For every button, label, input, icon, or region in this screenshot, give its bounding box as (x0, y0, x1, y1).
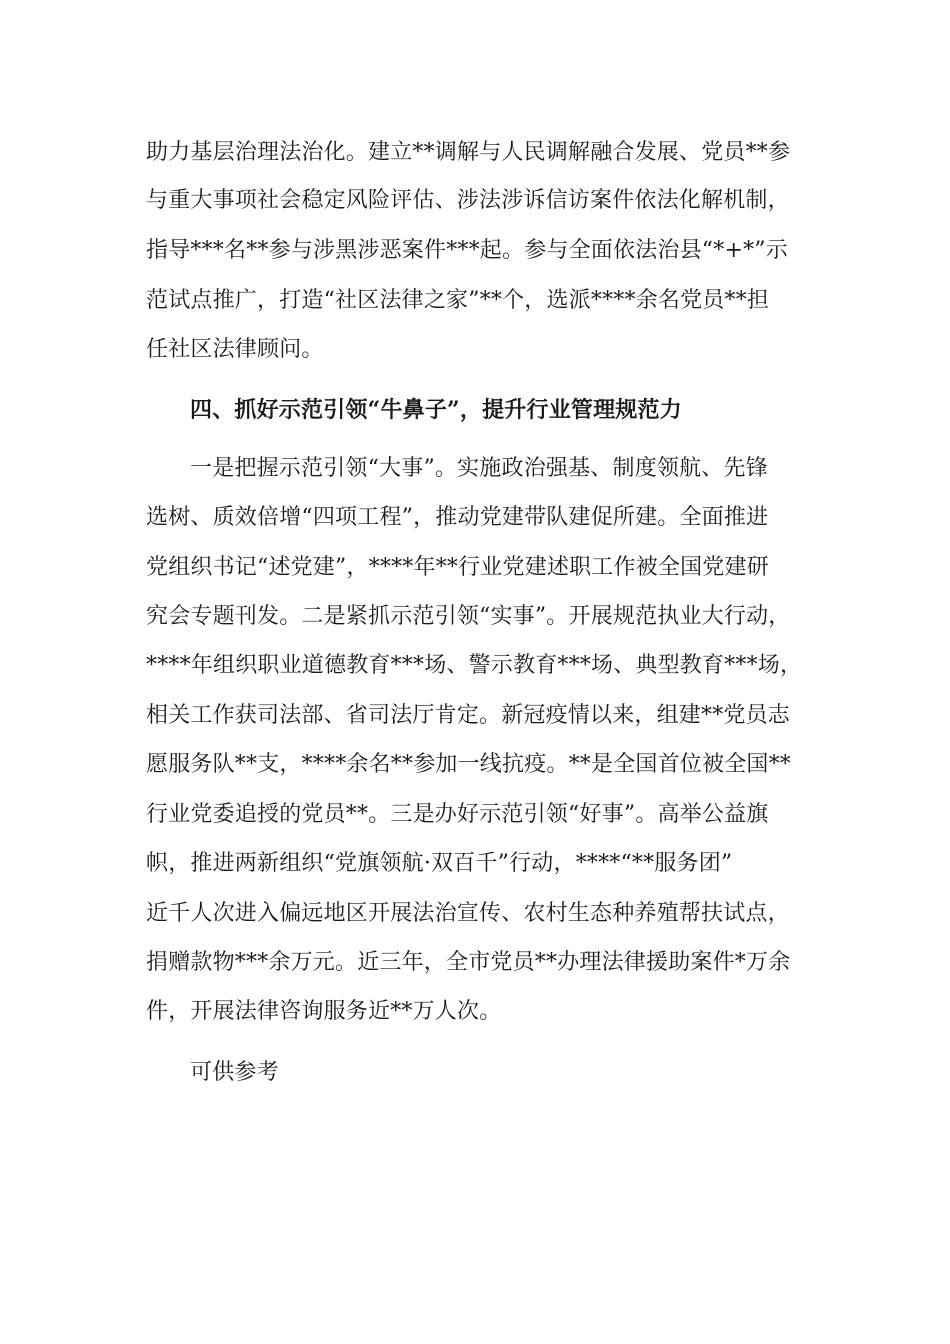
paragraph-2-line: 捐赠款物***余万元。近三年，全市党员**办理法律援助案件*万余 (146, 950, 791, 975)
paragraph-1-line: 助力基层治理法治化。建立**调解与人民调解融合发展、党员**参 (146, 140, 791, 165)
paragraph-2-line: 党组织书记“述党建”，****年**行业党建述职工作被全国党建研 (146, 555, 769, 580)
paragraph-2-line: 一是把握示范引领“大事”。实施政治强基、制度领航、先锋 (190, 456, 768, 481)
paragraph-2-line: 近千人次进入偏远地区开展法治宣传、农村生态种养殖帮扶试点， (146, 901, 790, 926)
paragraph-1-line: 范试点推广，打造“社区法律之家”**个，选派****余名党员**担 (146, 288, 770, 313)
paragraph-2-line: 行业党委追授的党员**。三是办好示范引领“好事”。高举公益旗 (146, 802, 769, 827)
paragraph-2-line: 件，开展法律咨询服务近**万人次。 (146, 999, 502, 1024)
paragraph-1-line: 指导***名**参与涉黑涉恶案件***起。参与全面依法治县“*+*”示 (146, 238, 788, 263)
paragraph-2-line: 愿服务队**支，****余名**参加一线抗疫。**是全国首位被全国** (146, 752, 792, 777)
closing-note: 可供参考 (190, 1060, 279, 1085)
paragraph-1-line: 任社区法律顾问。 (146, 337, 324, 362)
section-heading: 四、抓好示范引领“牛鼻子”，提升行业管理规范力 (190, 397, 682, 423)
paragraph-2-line: 究会专题刊发。二是紧抓示范引领“实事”。开展规范执业大行动， (146, 604, 791, 629)
paragraph-2-line: 选树、质效倍增“四项工程”，推动党建带队建促所建。全面推进 (146, 505, 769, 530)
paragraph-2-line: 相关工作获司法部、省司法厅肯定。新冠疫情以来，组建**党员志 (146, 703, 791, 728)
paragraph-1-line: 与重大事项社会稳定风险评估、涉法涉诉信访案件依法化解机制， (146, 188, 790, 213)
paragraph-2-line: 帜，推进两新组织“党旗领航·双百千”行动，****“**服务团” (146, 851, 733, 876)
paragraph-2-line: ****年组织职业道德教育***场、警示教育***场、典型教育***场， (146, 653, 803, 678)
